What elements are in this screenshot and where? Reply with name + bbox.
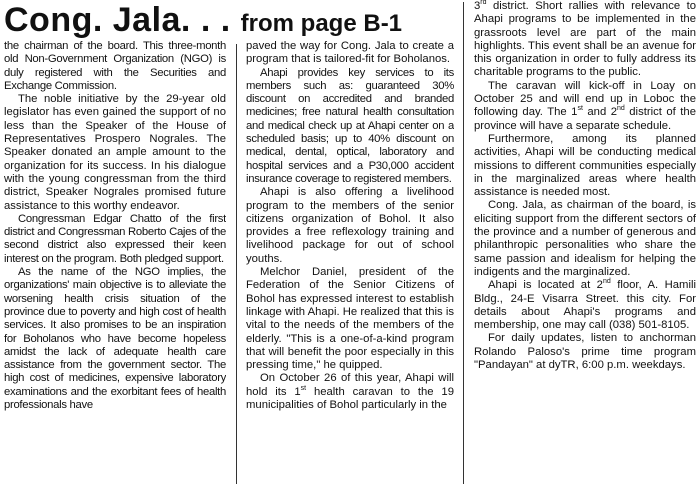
paragraph: Ahapi is also offering a livelihood program to the members of the senior citizens organization of Bohol. It also provides a free reflexology training and livelihood package for out of school youths.	[246, 186, 454, 265]
paragraph: 3rd district. Short rallies with relevance to Ahapi programs to be implemented in the grassroots level are part of the main highlights. This event shall be an avenue for this organization in order to fully address its charitable programs to the public.	[474, 0, 696, 79]
paragraph: paved the way for Cong. Jala to create a program that is tailored-fit for Boholanos.	[246, 40, 454, 66]
article-column-1	[4, 40, 226, 484]
paragraph: Congressman Edgar Chatto of the first district and Congressman Roberto Cajes of the second district also expressed their keen interest on the program. Both pledged support.	[4, 212, 226, 265]
paragraph: The noble initiative by the 29-year old legislator has even gained the support of no less than the Speaker of the House of Representatives Prospero Nograles. The Speaker donated an ample amount to the organization for its success. In his dialogue with the young congressman from the third district, Speaker Nograles promised future assistance to this worthy endeavor.	[4, 93, 226, 212]
article-column-2	[246, 0, 454, 484]
paragraph: Furthermore, among its planned activities, Ahapi will be conducting medical missions to different communities especially in the marginalized areas where health assistance is needed most.	[474, 132, 696, 199]
paragraph: For daily updates, listen to anchorman Rolando Paloso's prime time program "Pandayan" at dyTR, 6:00 p.m. weekdays.	[474, 332, 696, 372]
headline-main: Cong. Jala. . .	[4, 1, 231, 39]
column-divider-2	[463, 2, 464, 484]
paragraph: Ahapi provides key services to its members such as: guaranteed 30% discount on accredited and branded medicines; free natural health consultation and medical check up at Ahapi center on a scheduled basis; up to 40% discount on medical, dental, optical, laboratory and hospital services and a P30,000 accident insurance coverage to registered members.	[246, 66, 454, 185]
column-divider-1	[236, 44, 237, 484]
paragraph: As the name of the NGO implies, the organizations' main objective is to alleviate the worsening health crisis situation of the province due to poverty and high cost of health services. It also promises to be an inspiration for Boholanos who have become hopeless amidst the lack of adequate health care assistance from the government sector. The high cost of medicines, expensive laboratory examinations and the exorbitant fees of health professionals have	[4, 266, 226, 412]
paragraph: Ahapi is located at 2nd floor, A. Hamili Bldg., 24-E Visarra Street. this city. For details about Ahapi's programs and membership, one may call (038) 501-8105.	[474, 278, 696, 332]
paragraph: Cong. Jala, as chairman of the board, is eliciting support from the different sectors of the province and a number of generous and philanthropic personalities who share the same passion and idealism for helping the indigents and the marginalized.	[474, 199, 696, 278]
paragraph: On October 26 of this year, Ahapi will hold its 1st health caravan to the 19 municipalities of Bohol particularly in the	[246, 372, 454, 412]
headline-sub: from page B-1	[240, 10, 403, 37]
paragraph: Melchor Daniel, president of the Federation of the Senior Citizens of Bohol has expressed interest to establish linkage with Ahapi. He realized that this is vital to the needs of the members of the elderly. "This is a one-of-a-kind program that will benefit the poor especially in this pressing time," he quipped.	[246, 266, 454, 372]
article-column-3	[474, 0, 696, 484]
paragraph: The caravan will kick-off in Loay on October 25 and will end up in Loboc the following day. The 1st and 2nd district of the province will have a separate schedule.	[474, 79, 696, 132]
paragraph: the chairman of the board. This three-month old Non-Government Organization (NGO) is duly registered with the Securities and Exchange Commission.	[4, 40, 226, 92]
